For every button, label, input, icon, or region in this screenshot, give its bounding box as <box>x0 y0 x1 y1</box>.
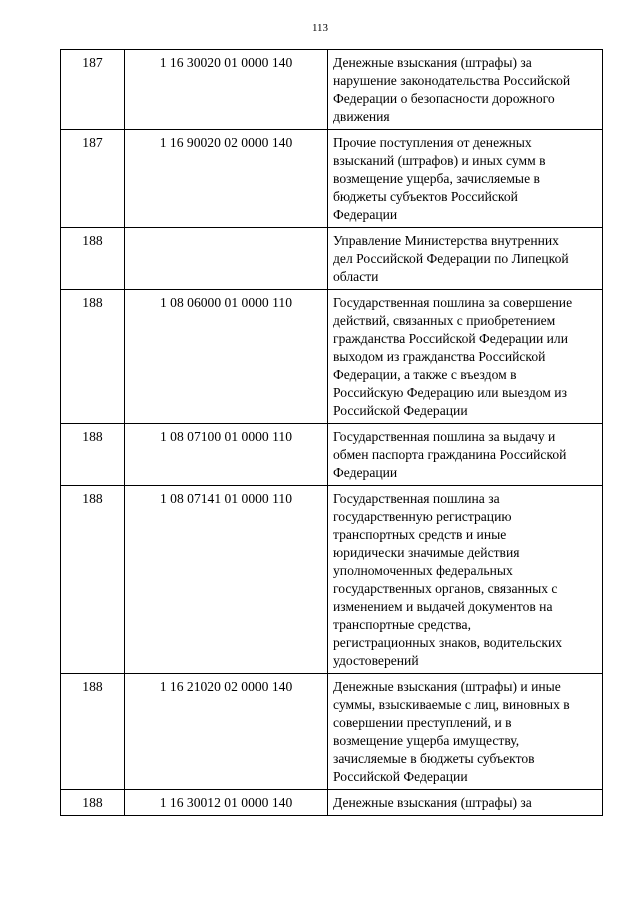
description-line: выходом из гражданства Российской <box>333 349 546 364</box>
description-cell <box>328 674 603 790</box>
table-row <box>61 228 603 290</box>
table-row <box>61 790 603 816</box>
description-line: Государственная пошлина за выдачу и <box>333 429 556 444</box>
description-cell <box>328 790 603 816</box>
description-line: суммы, взыскиваемые с лиц, виновных в <box>333 697 570 712</box>
description-line: Государственная пошлина за <box>333 491 500 506</box>
description-line: дел Российской Федерации по Липецкой <box>333 251 569 266</box>
description-line: Денежные взыскания (штрафы) за <box>333 55 532 70</box>
description-cell <box>328 50 603 130</box>
description-cell <box>328 486 603 674</box>
description-line: транспортные средства, <box>333 617 471 632</box>
table-row <box>61 424 603 486</box>
description-line: Управление Министерства внутренних <box>333 233 559 248</box>
description-line: уполномоченных федеральных <box>333 563 513 578</box>
description-line: возмещение ущерба, зачисляемые в <box>333 171 540 186</box>
description-line: Денежные взыскания (штрафы) и иные <box>333 679 561 694</box>
description-cell <box>328 228 603 290</box>
description-line: взысканий (штрафов) и иных сумм в <box>333 153 546 168</box>
description-line: совершении преступлений, и в <box>333 715 512 730</box>
description-line: Денежные взыскания (штрафы) за <box>333 795 532 810</box>
kbk-code-cell: 1 08 07100 01 0000 110 <box>125 424 328 486</box>
description-line: нарушение законодательства Российской <box>333 73 571 88</box>
admin-code-cell: 188 <box>61 424 125 486</box>
description-line: Федерации, а также с въездом в <box>333 367 517 382</box>
kbk-code-cell: 1 16 30020 01 0000 140 <box>125 50 328 130</box>
admin-code-cell: 187 <box>61 130 125 228</box>
table-body <box>61 50 603 816</box>
admin-code-cell: 188 <box>61 228 125 290</box>
description-line: государственных органов, связанных с <box>333 581 558 596</box>
admin-code-cell: 188 <box>61 290 125 424</box>
kbk-code-cell: 1 16 30012 01 0000 140 <box>125 790 328 816</box>
revenue-codes-table <box>60 49 603 816</box>
description-line: Государственная пошлина за совершение <box>333 295 573 310</box>
table-row <box>61 674 603 790</box>
description-cell <box>328 290 603 424</box>
description-line: государственную регистрацию <box>333 509 512 524</box>
description-line: бюджеты субъектов Российской <box>333 189 518 204</box>
page-number: 113 <box>311 22 329 34</box>
description-line: возмещение ущерба имуществу, <box>333 733 520 748</box>
description-cell <box>328 130 603 228</box>
admin-code-cell: 187 <box>61 50 125 130</box>
description-line: изменением и выдачей документов на <box>333 599 553 614</box>
description-line: транспортных средств и иные <box>333 527 507 542</box>
table-row <box>61 50 603 130</box>
description-line: Российскую Федерацию или выездом из <box>333 385 567 400</box>
table-row <box>61 130 603 228</box>
description-line: Федерации <box>333 465 398 480</box>
description-line: юридически значимые действия <box>333 545 520 560</box>
description-line: Российской Федерации <box>333 769 468 784</box>
description-line: Прочие поступления от денежных <box>333 135 532 150</box>
description-line: Федерации о безопасности дорожного <box>333 91 555 106</box>
kbk-code-cell <box>125 228 328 290</box>
table-row <box>61 486 603 674</box>
description-line: обмен паспорта гражданина Российской <box>333 447 567 462</box>
description-line: регистрационных знаков, водительских <box>333 635 563 650</box>
description-line: зачисляемые в бюджеты субъектов <box>333 751 535 766</box>
description-cell <box>328 424 603 486</box>
description-line: Федерации <box>333 207 398 222</box>
description-line: удостоверений <box>333 653 419 668</box>
description-line: движения <box>333 109 390 124</box>
description-line: гражданства Российской Федерации или <box>333 331 568 346</box>
admin-code-cell: 188 <box>61 486 125 674</box>
kbk-code-cell: 1 16 21020 02 0000 140 <box>125 674 328 790</box>
table-row <box>61 290 603 424</box>
admin-code-cell: 188 <box>61 790 125 816</box>
kbk-code-cell: 1 08 06000 01 0000 110 <box>125 290 328 424</box>
description-line: области <box>333 269 379 284</box>
kbk-code-cell: 1 08 07141 01 0000 110 <box>125 486 328 674</box>
description-line: действий, связанных с приобретением <box>333 313 556 328</box>
description-line: Российской Федерации <box>333 403 468 418</box>
kbk-code-cell: 1 16 90020 02 0000 140 <box>125 130 328 228</box>
admin-code-cell: 188 <box>61 674 125 790</box>
